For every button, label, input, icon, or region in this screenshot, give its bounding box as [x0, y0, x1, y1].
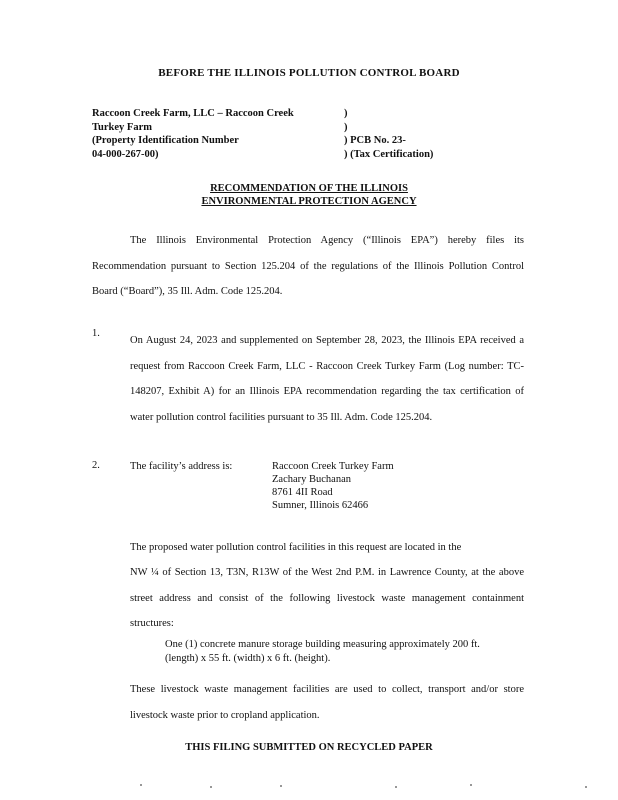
address-line: Sumner, Illinois 62466: [272, 500, 369, 511]
caption-party: (Property Identification Number: [92, 135, 239, 146]
scan-speck: [280, 785, 282, 787]
item-text: On August 24, 2023 and supplemented on September 28, 2023, the Illinois EPA received a request from Raccoon Creek Farm, LLC - Raccoon Creek Turkey Farm (Log number: TC-148207, Exhibit A) for an Illinois EPA recommendation regarding the tax certification of water pollution control facilities pursuant to 35 Ill. Adm. Code 125.204.: [130, 335, 524, 423]
structures-description: One (1) concrete manure storage building measuring approximately 200 ft. (length) x 55 ft. (width) x 6 ft. (height).: [165, 639, 480, 664]
caption-party: Turkey Farm: [92, 121, 152, 133]
scan-speck: [585, 786, 587, 788]
court-title: BEFORE THE ILLINOIS POLLUTION CONTROL BOARD: [158, 67, 460, 79]
caption-row: [92, 134, 512, 148]
intro-paragraph: The Illinois Environmental Protection Agency (“Illinois EPA”) hereby files its Recommendation pursuant to Section 125.204 of the regulations of the Illinois Pollution Control Board (“Board”), 35 Ill. Adm. Code 125.204.: [92, 235, 524, 297]
scan-speck: [470, 784, 472, 786]
heading-line: ENVIRONMENTAL PROTECTION AGENCY: [201, 195, 417, 207]
caption-bracket: ): [344, 121, 348, 133]
facility-address: [272, 460, 394, 512]
caption-case-number: ) PCB No. 23-: [344, 135, 406, 146]
caption-party: Raccoon Creek Farm, LLC – Raccoon Creek: [92, 108, 294, 119]
recycled-paper-footer: THIS FILING SUBMITTED ON RECYCLED PAPER: [185, 742, 433, 753]
address-line: Raccoon Creek Turkey Farm: [272, 461, 394, 472]
location-first-line: The proposed water pollution control facilities in this request are located in the: [130, 542, 462, 553]
heading-line: RECOMMENDATION OF THE ILLINOIS: [210, 183, 408, 194]
scan-speck: [395, 786, 397, 788]
address-label: The facility’s address is:: [130, 461, 233, 472]
document-heading: [0, 183, 618, 208]
caption-bracket: ): [344, 108, 348, 119]
caption-row: [92, 121, 512, 135]
caption-party: 04-000-267-00): [92, 148, 159, 160]
address-line: Zachary Buchanan: [272, 474, 352, 485]
location-paragraph: NW ¼ of Section 13, T3N, R13W of the West 2nd P.M. in Lawrence County, at the above street address and consist of the following livestock waste management containment structures:: [130, 567, 524, 629]
case-caption: [92, 107, 512, 161]
item-number: 1.: [92, 328, 100, 339]
caption-case-type: ) (Tax Certification): [344, 148, 434, 160]
address-line: 8761 4II Road: [272, 487, 333, 498]
scan-speck: [210, 786, 212, 788]
item-number: 2.: [92, 460, 100, 471]
caption-row: [92, 107, 512, 121]
caption-row: [92, 148, 512, 162]
scan-speck: [140, 784, 142, 786]
usage-paragraph: These livestock waste management facilities are used to collect, transport and/or store livestock waste prior to cropland application.: [130, 684, 524, 721]
